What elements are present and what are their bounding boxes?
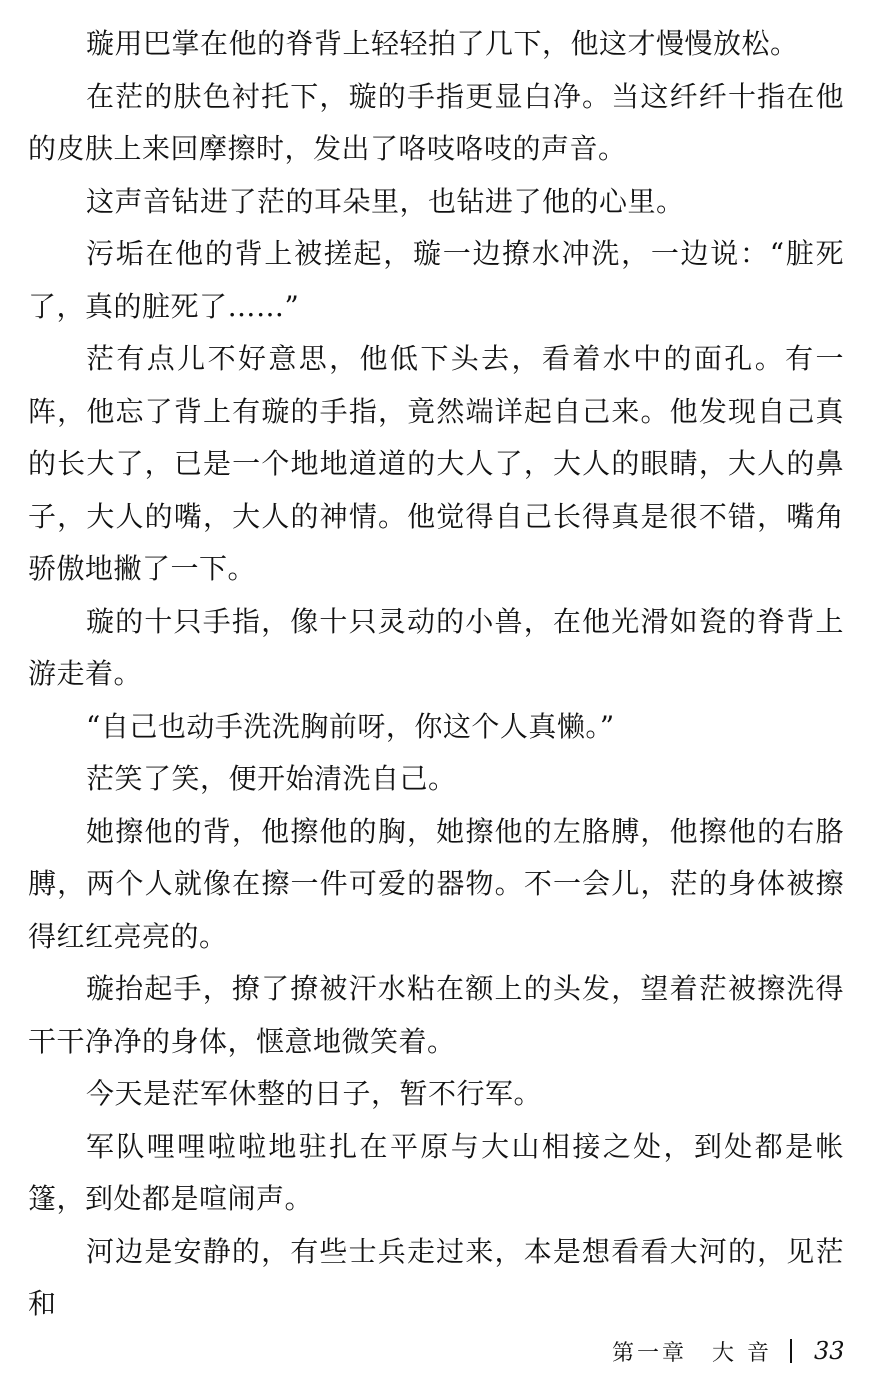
paragraph-9: 她擦他的背，他擦他的胸，她擦他的左胳膊，他擦他的右胳膊，两个人就像在擦一件可爱的器物。不一会儿，茫的身体被擦得红红亮亮的。 xyxy=(28,814,844,953)
paragraph-4: 污垢在他的背上被搓起，璇一边撩水冲洗，一边说：“脏死了，真的脏死了……” xyxy=(28,237,844,323)
paragraph-8: 茫笑了笑，便开始清洗自己。 xyxy=(86,762,457,795)
book-page-body xyxy=(28,18,844,1331)
paragraph-2: 在茫的肤色衬托下，璇的手指更显白净。当这纤纤十指在他的皮肤上来回摩擦时，发出了咯吱咯吱的声音。 xyxy=(28,79,844,165)
paragraph-10: 璇抬起手，撩了撩被汗水粘在额上的头发，望着茫被擦洗得干干净净的身体，惬意地微笑着。 xyxy=(28,972,844,1058)
chapter-title: 第一章 大 音 xyxy=(612,1340,772,1366)
paragraph-1: 璇用巴掌在他的脊背上轻轻拍了几下，他这才慢慢放松。 xyxy=(86,27,799,60)
paragraph-6: 璇的十只手指，像十只灵动的小兽，在他光滑如瓷的脊背上游走着。 xyxy=(28,604,844,690)
paragraph-3: 这声音钻进了茫的耳朵里，也钻进了他的心里。 xyxy=(86,184,685,218)
paragraph-5: 茫有点儿不好意思，他低下头去，看着水中的面孔。有一阵，他忘了背上有璇的手指，竟然端详起自己来。他发现自己真的长大了，已是一个地地道道的大人了，大人的眼睛，大人的鼻子，大人的嘴，大人的神情。他觉得自己长得真是很不错，嘴角骄傲地撇了一下。 xyxy=(28,342,844,585)
page-number: 33 xyxy=(814,1337,845,1365)
paragraph-7: “自己也动手洗洗胸前呀，你这个人真懒。” xyxy=(86,709,615,743)
footer-divider xyxy=(790,1339,792,1363)
page-footer xyxy=(612,1334,845,1368)
paragraph-13: 河边是安静的，有些士兵走过来，本是想看看大河的，见茫和 xyxy=(28,1234,844,1320)
paragraph-11: 今天是茫军休整的日子，暂不行军。 xyxy=(86,1077,543,1110)
paragraph-12: 军队哩哩啦啦地驻扎在平原与大山相接之处，到处都是帐篷，到处都是喧闹声。 xyxy=(28,1129,844,1215)
